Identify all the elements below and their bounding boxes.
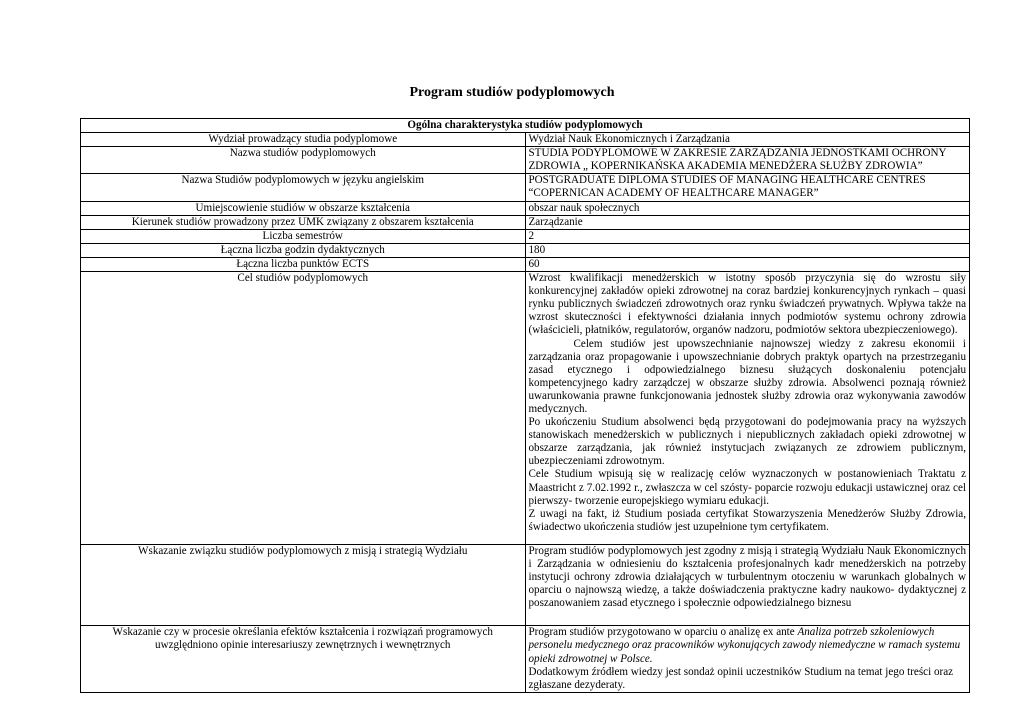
table-row-stakeholders [81, 626, 970, 692]
table-header-row [81, 119, 970, 133]
row-label: Umiejscowienie studiów w obszarze kształcenia [81, 201, 526, 215]
row-value: obszar nauk społecznych [525, 201, 970, 215]
row-value: Wydział Nauk Ekonomicznych i Zarządzania [525, 133, 970, 147]
table-row [81, 257, 970, 271]
row-value: 180 [525, 243, 970, 257]
row-value: STUDIA PODYPLOMOWE W ZAKRESIE ZARZĄDZANIA JEDNOSTKAMI OCHRONY ZDROWIA „ KOPERNIKAŃSKA AKADEMIA MENEDŻERA SŁUŻBY ZDROWIA” [525, 147, 970, 174]
document-title: Program studiów podyplomowych [409, 85, 615, 100]
row-label: Liczba semestrów [81, 229, 526, 243]
table-row [81, 174, 970, 201]
table-row [81, 229, 970, 243]
row-label: Nazwa studiów podyplomowych [81, 147, 526, 174]
table-row [81, 243, 970, 257]
row-label: Kierunek studiów prowadzony przez UMK związany z obszarem kształcenia [81, 215, 526, 229]
row-label: Wskazanie związku studiów podyplomowych z misją i strategią Wydziału [81, 544, 526, 625]
goal-paragraph: Wzrost kwalifikacji menedżerskich w istotny sposób przyczynia się do wzrostu siły konkurencyjnej zakładów opieki zdrowotnej na coraz bardziej konkurencyjnych rynkach – quasi rynku publicznych świadczeń zdrowotnych oraz rynku świadczeń prywatnych. Wpływa także na wzrost skuteczności i efektywności działania innych podmiotów systemu ochrony zdrowia (właścicieli, płatników, regulatorów, organów nadzoru, podmiotów sektora ubezpieczeniowego). [528, 272, 966, 337]
table-row [81, 215, 970, 229]
row-value: 2 [525, 229, 970, 243]
table-header: Ogólna charakterystyka studiów podyplomowych [81, 119, 970, 133]
stakeholders-text-extra: Dodatkowym źródłem wiedzy jest sondaż opinii uczestników Studium na temat jego treści oraz zgłaszane dezyderaty. [528, 665, 954, 691]
table-row [81, 201, 970, 215]
row-value: 60 [525, 257, 970, 271]
goal-paragraph: Po ukończeniu Studium absolwenci będą przygotowani do podejmowania pracy na wyższych stanowiskach menedżerskich w publicznych i niepublicznych zakładach opieki zdrowotnej w obszarze zarządzania, jak również instytucjach związanych ze zdrowiem publicznym, ubezpieczeniami zdrowotnym. [528, 416, 966, 468]
row-label: Wskazanie czy w procesie określania efektów kształcenia i rozwiązań programowych uwzględniono opinie interesariuszy zewnętrznych i wewnętrznych [81, 626, 526, 692]
row-value: POSTGRADUATE DIPLOMA STUDIES OF MANAGING HEALTHCARE CENTRES “COPERNICAN ACADEMY OF HEALTHCARE MANAGER” [525, 174, 970, 201]
table-row [81, 147, 970, 174]
stakeholders-text-italic: Analiza potrzeb szkoleniowych personelu medycznego oraz pracowników wykonujących zawody niemedyczne w ramach systemu opieki zdrowotnej w Polsce. [528, 626, 961, 665]
program-table [80, 118, 970, 693]
stakeholders-text-plain: Program studiów przygotowano w oparciu o analizę ex ante [528, 626, 798, 639]
stakeholders-text [525, 626, 970, 692]
row-label: Łączna liczba godzin dydaktycznych [81, 243, 526, 257]
row-label: Cel studiów podyplomowych [81, 272, 526, 545]
goal-paragraph: Cele Studium wpisują się w realizację celów wyznaczonych w postanowieniach Traktatu z Maastricht z 7.02.1992 r., zwłaszcza w cel szósty- poparcie rozwoju edukacji ustawicznej oraz cel pierwszy- tworzenie europejskiego wymiaru edukacji. [528, 468, 966, 507]
mission-text: Program studiów podyplomowych jest zgodny z misją i strategią Wydziału Nauk Ekonomicznych i Zarządzania w odniesieniu do kształcenia profesjonalnych kadr menedżerskich na potrzeby instytucji ochrony zdrowia działających w turbulentnym otoczeniu w warunkach globalnych w oparciu o najnowszą wiedzę, a także doświadczenia praktyczne kadry naukowo- dydaktycznej z poszanowaniem zasad etycznego i społecznie odpowiedzialnego biznesu [525, 544, 970, 625]
row-label: Łączna liczba punktów ECTS [81, 257, 526, 271]
table-row-mission [81, 544, 970, 625]
table-row-goal [81, 272, 970, 545]
goal-description [525, 272, 970, 545]
goal-paragraph: Celem studiów jest upowszechnianie najnowszej wiedzy z zakresu ekonomii i zarządzania oraz propagowanie i upowszechnianie dobrych praktyk opartych na przestrzeganiu zasad etycznego i odpowiedzialnego biznesu służących doskonaleniu potencjału kompetencyjnego kadry zarządczej w obszarze służby zdrowia. Absolwenci poznają również uwarunkowania prawne funkcjonowania jednostek służby zdrowia oraz wykonywania zawodów medycznych. [528, 337, 966, 415]
row-value: Zarządzanie [525, 215, 970, 229]
table-row [81, 133, 970, 147]
row-label: Wydział prowadzący studia podyplomowe [81, 133, 526, 147]
goal-paragraph: Z uwagi na fakt, iż Studium posiada certyfikat Stowarzyszenia Menedżerów Służby Zdrowia, świadectwo ukończenia studiów jest uzupełnione tym certyfikatem. [528, 507, 966, 533]
row-label: Nazwa Studiów podyplomowych w języku angielskim [81, 174, 526, 201]
